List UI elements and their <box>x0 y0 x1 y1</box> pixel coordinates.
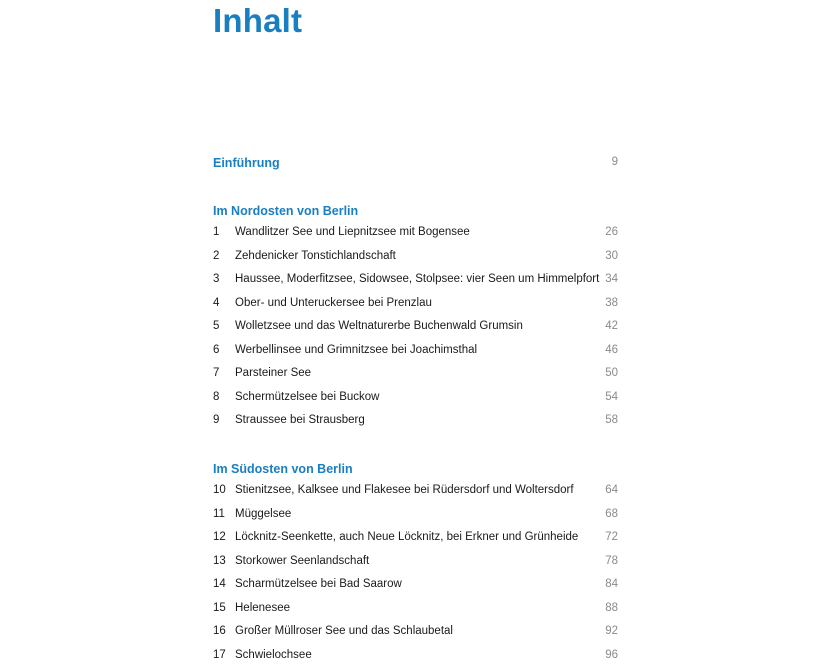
entry-title: Wandlitzer See und Liepnitzsee mit Bogensee <box>235 225 470 239</box>
entry-page-number: 30 <box>605 249 618 263</box>
entry-title: Haussee, Moderfitzsee, Sidowsee, Stolpsee: vier Seen um Himmelpfort <box>235 272 599 286</box>
toc-intro-entry[interactable] <box>213 156 618 174</box>
page-title: Inhalt <box>213 2 302 40</box>
entry-title: Helenesee <box>235 601 290 615</box>
toc-entry[interactable] <box>213 554 618 578</box>
entry-number: 7 <box>213 366 219 380</box>
entry-title: Scharmützelsee bei Bad Saarow <box>235 577 402 591</box>
entry-number: 17 <box>213 648 226 662</box>
entry-number: 16 <box>213 624 226 638</box>
entry-page-number: 64 <box>605 483 618 497</box>
entry-title: Stienitzsee, Kalksee und Flakesee bei Rüdersdorf und Woltersdorf <box>235 483 574 497</box>
section-heading: Im Südosten von Berlin <box>213 459 618 479</box>
toc-entry[interactable] <box>213 413 618 437</box>
toc-entry[interactable] <box>213 577 618 601</box>
entry-page-number: 46 <box>605 343 618 357</box>
entry-title: Löcknitz-Seenkette, auch Neue Löcknitz, bei Erkner und Grünheide <box>235 530 578 544</box>
section-nordosten <box>213 201 618 437</box>
entry-title: Großer Müllroser See und das Schlaubetal <box>235 624 453 638</box>
entry-page-number: 68 <box>605 507 618 521</box>
intro-label: Einführung <box>213 156 280 170</box>
entry-number: 11 <box>213 507 225 521</box>
entry-title: Schermützelsee bei Buckow <box>235 390 379 404</box>
section-suedosten <box>213 459 618 671</box>
entry-number: 5 <box>213 319 219 333</box>
entry-number: 8 <box>213 390 219 404</box>
entry-number: 15 <box>213 601 226 615</box>
entry-page-number: 88 <box>605 601 618 615</box>
toc-entry[interactable] <box>213 601 618 625</box>
entry-page-number: 54 <box>605 390 618 404</box>
entry-page-number: 42 <box>605 319 618 333</box>
entry-number: 10 <box>213 483 226 497</box>
section-entries <box>213 483 618 671</box>
entry-number: 6 <box>213 343 219 357</box>
entry-page-number: 78 <box>605 554 618 568</box>
entry-number: 3 <box>213 272 219 286</box>
entry-title: Wolletzsee und das Weltnaturerbe Buchenwald Grumsin <box>235 319 523 333</box>
entry-number: 4 <box>213 296 219 310</box>
entry-page-number: 96 <box>605 648 618 662</box>
toc-entry[interactable] <box>213 390 618 414</box>
entry-page-number: 72 <box>605 530 618 544</box>
entry-title: Parsteiner See <box>235 366 311 380</box>
section-heading: Im Nordosten von Berlin <box>213 201 618 221</box>
entry-page-number: 84 <box>605 577 618 591</box>
entry-title: Werbellinsee und Grimnitzsee bei Joachimsthal <box>235 343 477 357</box>
entry-title: Zehdenicker Tonstichlandschaft <box>235 249 396 263</box>
entry-title: Storkower Seenlandschaft <box>235 554 369 568</box>
entry-title: Straussee bei Strausberg <box>235 413 365 427</box>
entry-page-number: 34 <box>605 272 618 286</box>
entry-page-number: 38 <box>605 296 618 310</box>
entry-number: 1 <box>213 225 219 239</box>
toc-entry[interactable] <box>213 648 618 671</box>
toc-entry[interactable] <box>213 366 618 390</box>
entry-number: 9 <box>213 413 219 427</box>
toc-entry[interactable] <box>213 624 618 648</box>
toc-entry[interactable] <box>213 296 618 320</box>
entry-title: Ober- und Unteruckersee bei Prenzlau <box>235 296 432 310</box>
toc-entry[interactable] <box>213 507 618 531</box>
entry-title: Schwielochsee <box>235 648 312 662</box>
intro-page-number: 9 <box>612 156 618 168</box>
entry-number: 13 <box>213 554 226 568</box>
entry-number: 12 <box>213 530 226 544</box>
entry-page-number: 58 <box>605 413 618 427</box>
entry-number: 2 <box>213 249 219 263</box>
entry-title: Müggelsee <box>235 507 291 521</box>
toc-entry[interactable] <box>213 319 618 343</box>
toc-entry[interactable] <box>213 249 618 273</box>
entry-number: 14 <box>213 577 226 591</box>
entry-page-number: 92 <box>605 624 618 638</box>
entry-page-number: 26 <box>605 225 618 239</box>
section-entries <box>213 225 618 437</box>
entry-page-number: 50 <box>605 366 618 380</box>
toc-entry[interactable] <box>213 530 618 554</box>
toc-entry[interactable] <box>213 225 618 249</box>
toc-entry[interactable] <box>213 272 618 296</box>
toc-entry[interactable] <box>213 343 618 367</box>
toc-entry[interactable] <box>213 483 618 507</box>
